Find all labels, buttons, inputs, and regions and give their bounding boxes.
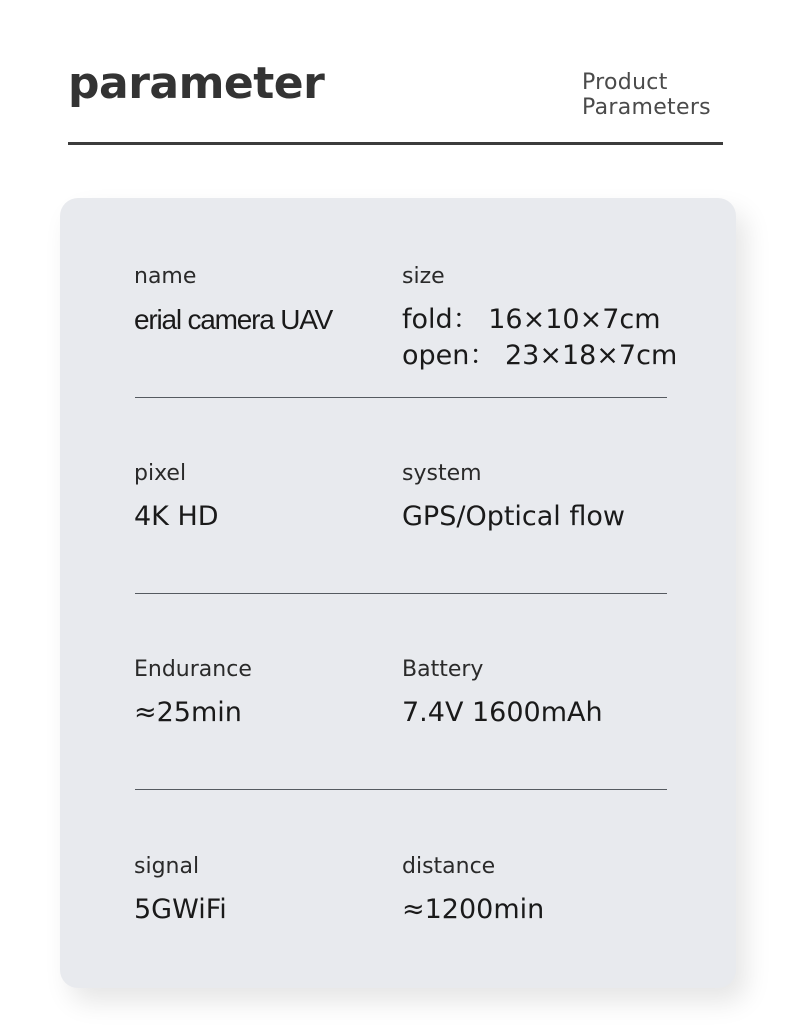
subtitle-line: Product bbox=[582, 70, 668, 95]
param-name bbox=[134, 264, 332, 338]
row-divider bbox=[135, 789, 667, 790]
page-title: parameter bbox=[68, 58, 325, 109]
param-system bbox=[402, 461, 625, 535]
param-distance bbox=[402, 854, 544, 928]
param-label: Endurance bbox=[134, 657, 252, 682]
param-label: signal bbox=[134, 854, 200, 879]
param-label: distance bbox=[402, 854, 496, 879]
param-value: erial camera UAV bbox=[134, 304, 333, 335]
param-value: open： 23×18×7cm bbox=[402, 340, 678, 371]
param-value: fold： 16×10×7cm bbox=[402, 304, 661, 335]
param-value: 5GWiFi bbox=[134, 894, 227, 925]
param-size bbox=[402, 264, 677, 374]
param-label: Battery bbox=[402, 657, 484, 682]
row-divider bbox=[135, 397, 667, 398]
row-divider bbox=[135, 593, 667, 594]
param-signal bbox=[134, 854, 227, 928]
subtitle-line: Parameters bbox=[582, 95, 711, 120]
param-value: ≈25min bbox=[134, 697, 242, 728]
param-battery bbox=[402, 657, 603, 731]
param-label: size bbox=[402, 264, 445, 289]
param-endurance bbox=[134, 657, 252, 731]
page-subtitle bbox=[582, 70, 711, 120]
param-label: system bbox=[402, 461, 482, 486]
param-label: name bbox=[134, 264, 197, 289]
param-pixel bbox=[134, 461, 219, 535]
param-value: GPS/Optical flow bbox=[402, 501, 626, 532]
param-value: 4K HD bbox=[134, 501, 219, 532]
param-label: pixel bbox=[134, 461, 187, 486]
parameters-card bbox=[60, 198, 736, 988]
header-divider bbox=[68, 142, 723, 145]
param-value: ≈1200min bbox=[402, 894, 545, 925]
param-value: 7.4V 1600mAh bbox=[402, 697, 603, 728]
